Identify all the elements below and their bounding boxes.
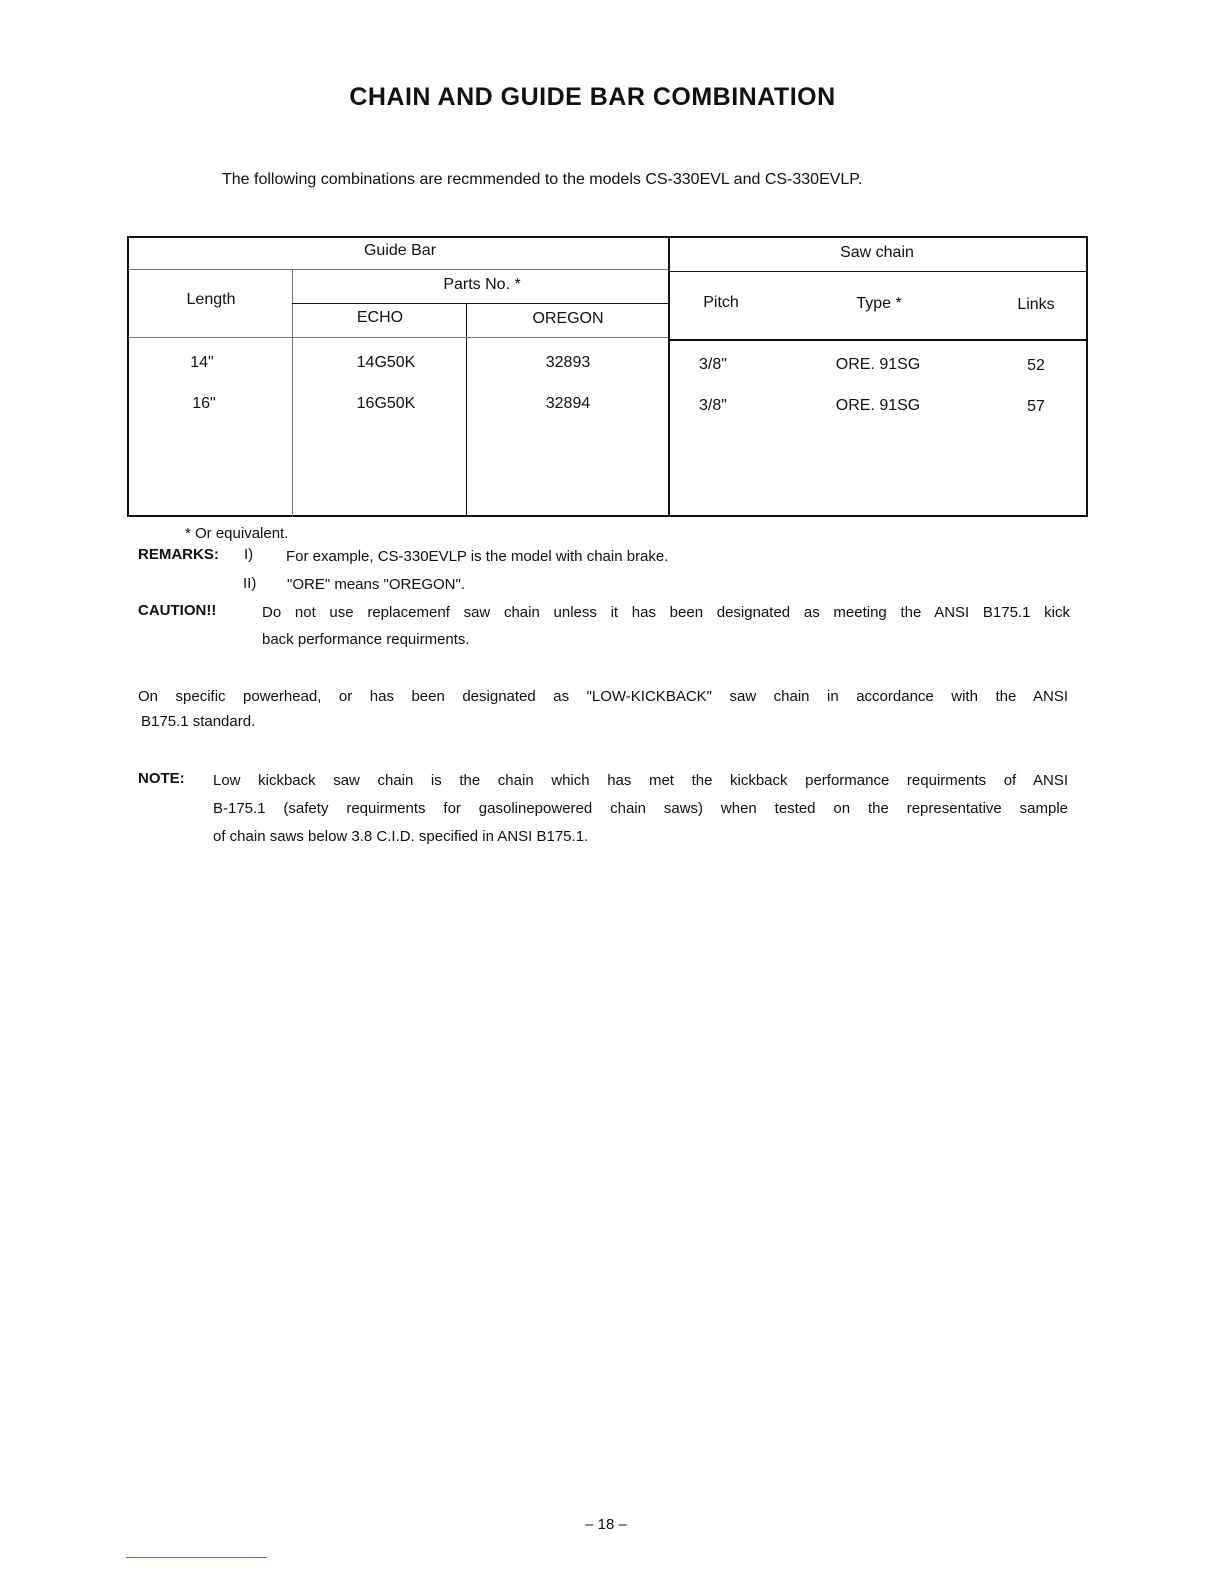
type-cell: ORE. 91SG <box>835 356 921 373</box>
table-divider <box>466 303 467 517</box>
table-divider <box>292 303 668 304</box>
pitch-cell: 3/8" <box>699 356 727 373</box>
table-divider <box>670 271 1086 272</box>
table-divider <box>670 339 1086 341</box>
links-cell: 57 <box>1027 398 1045 415</box>
equivalent-note: * Or equivalent. <box>185 525 289 542</box>
caution-text-line: Do not use replacemenf saw chain unless it has been designated as meeting the ANSI B175.1 kick <box>262 604 1070 621</box>
remarks-label: REMARKS: <box>138 546 219 563</box>
type-cell: ORE. 91SG <box>835 397 921 414</box>
oregon-part-cell: 32894 <box>545 395 591 412</box>
length-header: Length <box>186 291 236 308</box>
echo-part-cell: 14G50K <box>356 354 416 371</box>
page-title: CHAIN AND GUIDE BAR COMBINATION <box>349 83 836 111</box>
echo-part-cell: 16G50K <box>356 395 416 412</box>
oregon-part-cell: 32893 <box>545 354 591 371</box>
parts-no-header: Parts No. * <box>443 276 521 293</box>
note-text-line: of chain saws below 3.8 C.I.D. specified in ANSI B175.1. <box>213 828 589 845</box>
remark-2-text: "ORE" means "OREGON". <box>287 576 466 593</box>
links-header: Links <box>1017 296 1055 313</box>
page-number: – 18 – <box>585 1516 627 1533</box>
table-divider <box>668 238 670 517</box>
links-cell: 52 <box>1027 357 1045 374</box>
oregon-header: OREGON <box>532 310 604 327</box>
combination-table <box>127 236 1088 517</box>
saw-chain-header: Saw chain <box>840 244 914 261</box>
echo-header: ECHO <box>356 309 404 326</box>
caution-text-line: back performance requirments. <box>262 631 470 648</box>
remark-2-number: II) <box>243 575 257 592</box>
remark-1-number: I) <box>244 546 254 563</box>
note-text-line: Low kickback saw chain is the chain which has met the kickback performance requirments of ANSI <box>213 772 1068 789</box>
caution-label: CAUTION!! <box>138 602 217 619</box>
table-divider <box>129 337 668 338</box>
table-divider <box>129 269 668 270</box>
note-text-line: B-175.1 (safety requirments for gasolinepowered chain saws) when tested on the representative sample <box>213 800 1068 817</box>
pitch-header: Pitch <box>703 294 739 311</box>
powerhead-paragraph-line: B175.1 standard. <box>141 713 256 730</box>
powerhead-paragraph-line: On specific powerhead, or has been designated as "LOW-KICKBACK" saw chain in accordance with the ANSI <box>138 688 1068 705</box>
type-header: Type * <box>856 295 902 312</box>
table-divider <box>292 269 293 517</box>
note-label: NOTE: <box>138 770 185 787</box>
pitch-cell: 3/8" <box>699 397 727 414</box>
length-cell: 16" <box>192 395 216 412</box>
intro-text: The following combinations are recmmended to the models CS-330EVL and CS-330EVLP. <box>222 171 863 188</box>
footer-rule <box>126 1557 267 1558</box>
length-cell: 14" <box>190 354 214 371</box>
remark-1-text: For example, CS-330EVLP is the model with chain brake. <box>286 548 669 565</box>
guide-bar-header: Guide Bar <box>363 242 437 259</box>
